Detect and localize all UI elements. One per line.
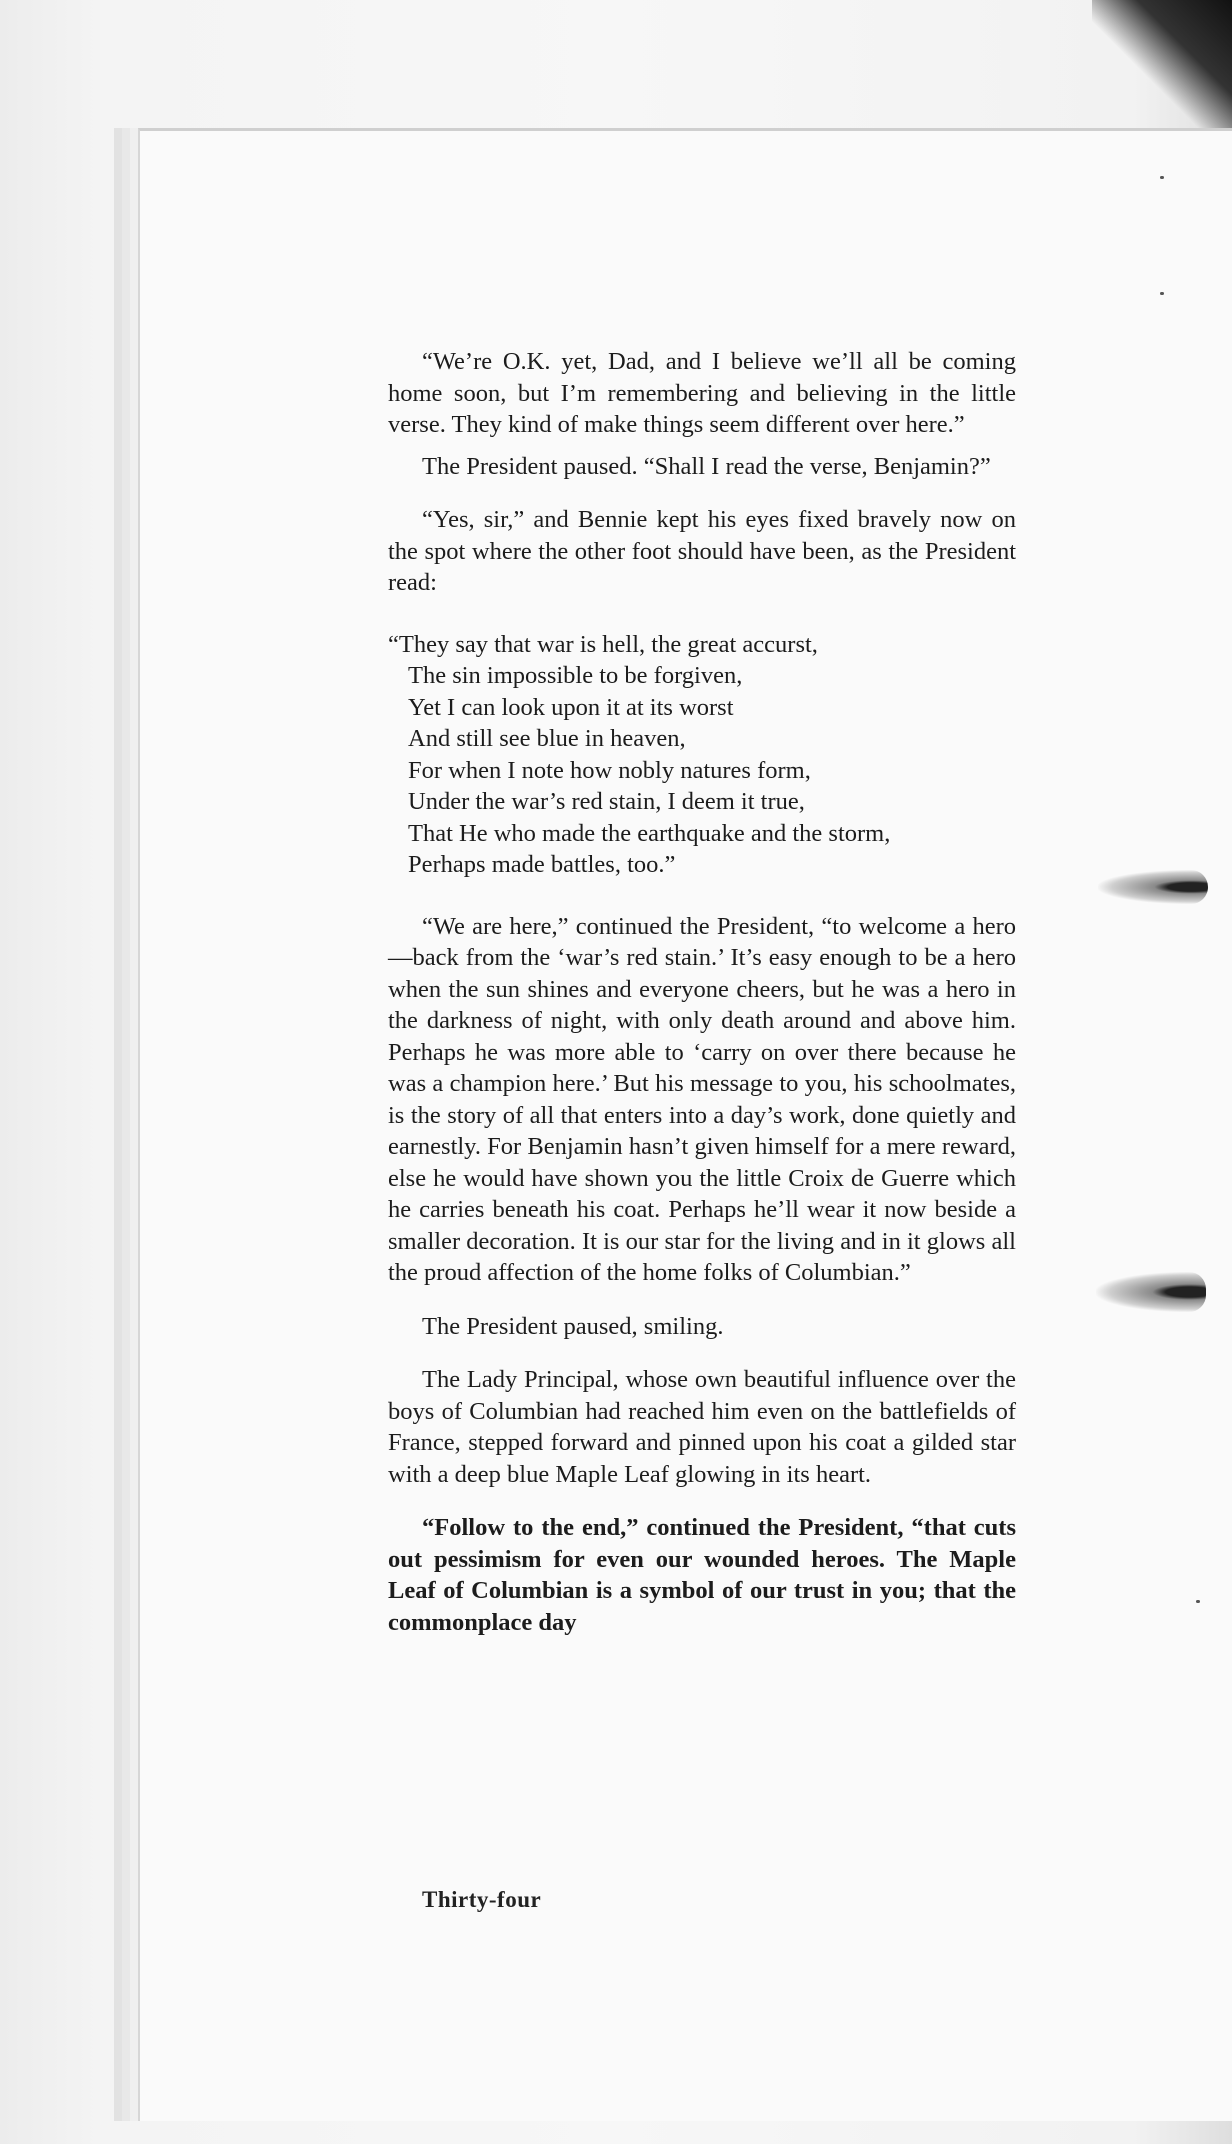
paragraph-president-smiling: The President paused, smiling. — [422, 1312, 724, 1340]
paragraph-bennie-reply: “Yes, sir,” and Bennie kept his eyes fixed bravely now on the spot where the other foot should have been, as the President read: — [388, 506, 1016, 596]
binding-hole-upper — [1098, 870, 1208, 904]
paragraph-president-speech: “We are here,” continued the President, “to welcome a hero—back from the ‘war’s red stain.’ It’s easy enough to be a hero when the sun shines and everyone cheers, but he was a hero in the darkness of night, with only death around and above him. Perhaps he was more able to ‘carry on over there because he was a champion here.’ But his message to you, his schoolmates, is the story of all that enters into a day’s work, done quietly and earnestly. For Benjamin hasn’t given himself for a mere reward, else he would have shown you the little Croix de Guerre which he carries beneath his coat. Perhaps he’ll wear it now beside a smaller decoration. It is our star for the living and in it glows all the proud affection of the home folks of Columbian.” — [388, 912, 1016, 1286]
verse-line: “They say that war is hell, the great accurst, — [388, 630, 818, 658]
verse-line: The sin impossible to be forgiven, — [408, 662, 743, 689]
paragraph-letter-end: “We’re O.K. yet, Dad, and I believe we’ll all be coming home soon, but I’m remembering and believing in the little verse. They kind of make things seem different over here.” — [388, 348, 1016, 438]
speck — [1160, 292, 1164, 295]
verse-line: Under the war’s red stain, I deem it true, — [408, 788, 805, 815]
binding-hole-lower — [1096, 1272, 1206, 1312]
speck — [1160, 176, 1164, 179]
verse-line: Perhaps made battles, too.” — [408, 851, 676, 878]
article-text — [388, 346, 1016, 1638]
page-number: Thirty-four — [422, 1887, 542, 1912]
poem-verse — [388, 629, 1016, 881]
verse-line: That He who made the earthquake and the storm, — [408, 819, 891, 847]
verse-line: And still see blue in heaven, — [408, 725, 686, 752]
verse-line: For when I note how nobly natures form, — [408, 756, 811, 784]
paragraph-president-paused: The President paused. “Shall I read the verse, Benjamin?” — [422, 452, 991, 480]
paragraph-follow-to-end: “Follow to the end,” continued the President, “that cuts out pessimism for even our wounded heroes. The Maple Leaf of Columbian is a symbol of our trust in you; that the commonplace day — [388, 1514, 1016, 1636]
torn-corner — [1092, 0, 1232, 130]
paragraph-lady-principal: The Lady Principal, whose own beautiful influence over the boys of Columbian had reached him even on the battlefields of France, stepped forward and pinned upon his coat a gilded star with a deep blue Maple Leaf glowing in its heart. — [388, 1366, 1016, 1488]
verse-line: Yet I can look upon it at its worst — [408, 693, 734, 721]
speck — [1196, 1600, 1200, 1603]
